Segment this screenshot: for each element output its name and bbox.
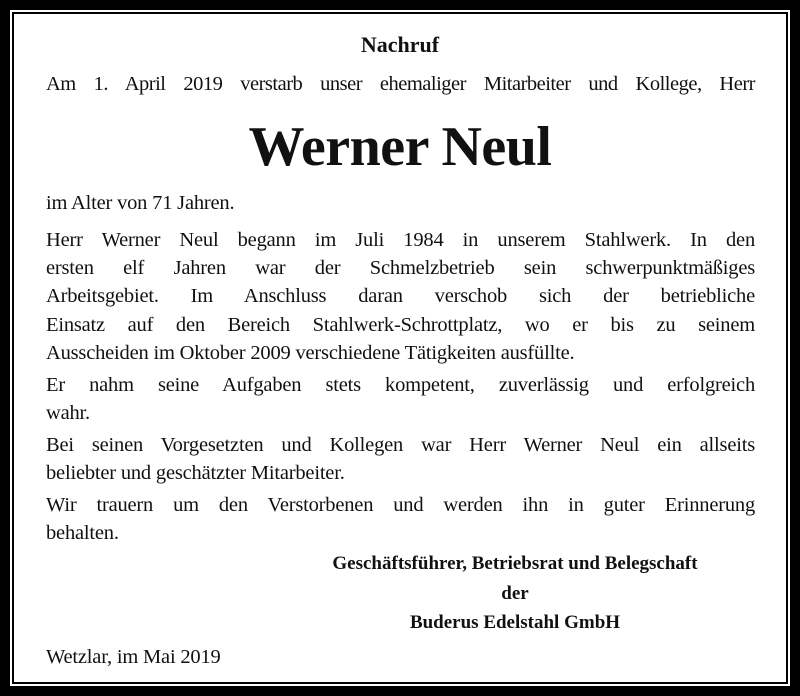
body-line: Wir trauern um den Verstorbenen und werden ihn in guter Erinnerung <box>46 494 755 516</box>
body-line: beliebter und geschätzter Mitarbeiter. <box>46 462 345 484</box>
signature-company: Buderus Edelstahl GmbH <box>409 612 621 633</box>
signature-line: Geschäftsführer, Betriebsrat und Belegschaft <box>332 553 698 574</box>
age-line: im Alter von 71 Jahren. <box>46 192 235 214</box>
deceased-name: Werner Neul <box>248 116 552 178</box>
body-line: behalten. <box>46 522 119 544</box>
place-date: Wetzlar, im Mai 2019 <box>46 646 221 668</box>
heading: Nachruf <box>360 32 440 57</box>
body-line: Bei seinen Vorgesetzten und Kollegen war Herr Werner Neul ein allseits <box>46 434 755 456</box>
body-line: Ausscheiden im Oktober 2009 verschiedene Tätigkeiten ausfüllte. <box>46 342 575 364</box>
body-line: wahr. <box>46 402 90 424</box>
intro-line: Am 1. April 2019 verstarb unser ehemaliger Mitarbeiter und Kollege, Herr <box>46 73 755 95</box>
body-line: Herr Werner Neul begann im Juli 1984 in unserem Stahlwerk. In den <box>46 229 755 251</box>
body-line: Arbeitsgebiet. Im Anschluss daran verschob sich der betriebliche <box>46 285 755 307</box>
body-line: Er nahm seine Aufgaben stets kompetent, zuverlässig und erfolgreich <box>46 374 755 396</box>
signature-line: der <box>501 583 529 604</box>
body-line: Einsatz auf den Bereich Stahlwerk-Schrottplatz, wo er bis zu seinem <box>46 314 755 336</box>
body-line: ersten elf Jahren war der Schmelzbetrieb sein schwerpunktmäßiges <box>46 257 755 279</box>
